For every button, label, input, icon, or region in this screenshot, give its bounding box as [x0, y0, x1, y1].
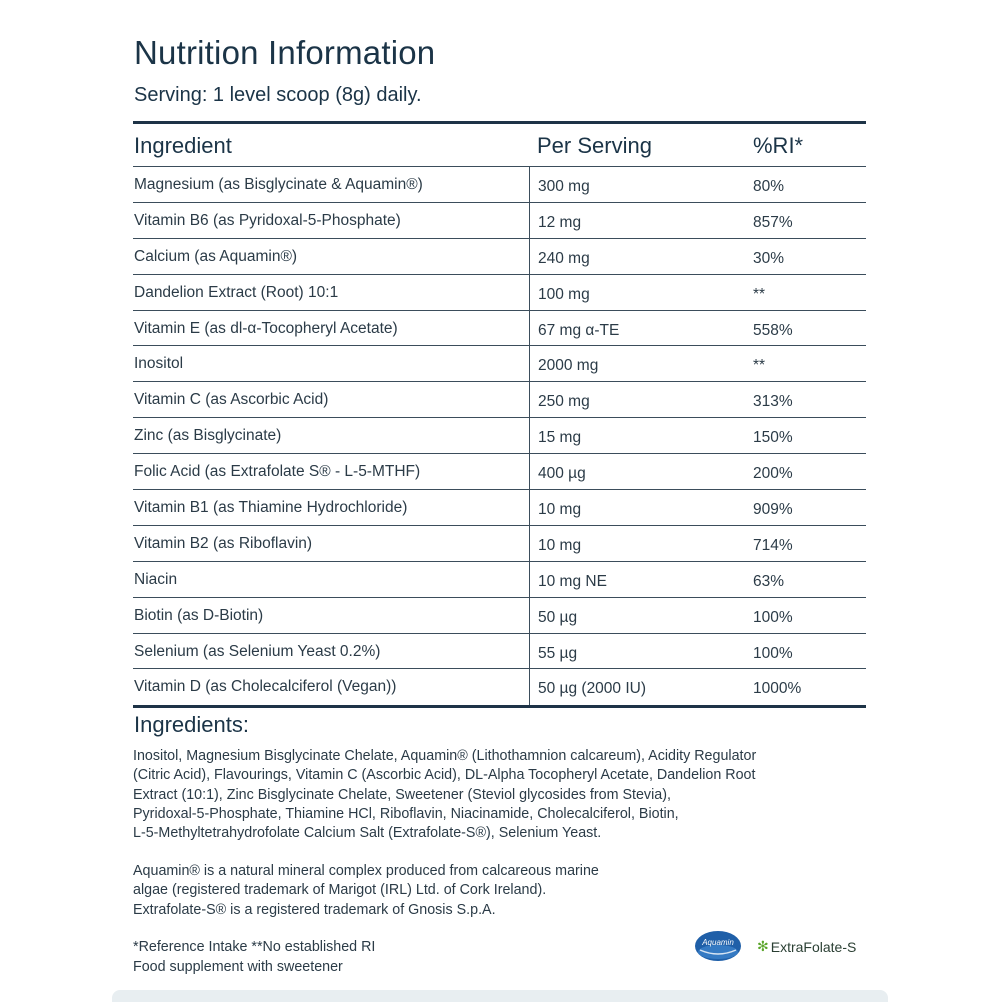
cell-per-serving: 50 µg (2000 IU) — [529, 669, 753, 705]
cell-per-serving: 100 mg — [529, 275, 753, 310]
table-row — [133, 382, 866, 418]
ingredients-line: Inositol, Magnesium Bisglycinate Chelate, Aquamin® (Lithothamnion calcareum), Acidity Regulator — [133, 748, 757, 764]
column-header-ingredient: Ingredient — [134, 133, 232, 158]
trademark-line: algae (registered trademark of Marigot (IRL) Ltd. of Cork Ireland). — [133, 882, 547, 899]
table-row — [133, 203, 866, 239]
ingredients-line: Pyridoxal-5-Phosphate, Thiamine HCl, Riboflavin, Niacinamide, Cholecalciferol, Biotin, — [133, 805, 679, 822]
ingredients-heading: Ingredients: — [134, 712, 249, 737]
cell-ingredient: Zinc (as Bisglycinate) — [134, 427, 282, 445]
cell-per-serving: 10 mg NE — [529, 562, 753, 597]
ingredients-line: L-5-Methyltetrahydrofolate Calcium Salt (Extrafolate-S®), Selenium Yeast. — [133, 825, 602, 842]
footnote-food-supplement: Food supplement with sweetener — [133, 958, 343, 975]
cell-per-serving: 400 µg — [529, 454, 753, 489]
cell-ri: 714% — [753, 536, 793, 554]
table-row — [133, 418, 866, 454]
cell-ingredient: Niacin — [134, 570, 178, 588]
cell-ingredient: Vitamin B2 (as Riboflavin) — [134, 534, 313, 552]
table-row — [133, 598, 866, 634]
table-row — [133, 239, 866, 275]
table-row — [133, 669, 866, 705]
table-row — [133, 346, 866, 382]
cell-ingredient: Inositol — [134, 355, 184, 373]
cell-ingredient: Dandelion Extract (Root) 10:1 — [134, 283, 339, 301]
cell-per-serving: 50 µg — [529, 598, 753, 633]
cell-ri: ** — [753, 357, 766, 375]
table-row — [133, 634, 866, 670]
cell-ri: 909% — [753, 501, 793, 519]
table-row — [133, 562, 866, 598]
cell-ingredient: Selenium (as Selenium Yeast 0.2%) — [134, 642, 381, 660]
cell-ingredient: Vitamin D (as Cholecalciferol (Vegan)) — [134, 678, 397, 696]
cell-per-serving: 2000 mg — [529, 346, 753, 381]
cell-ri: 63% — [753, 572, 785, 590]
cell-ri: 150% — [753, 429, 793, 447]
aquamin-logo-text: Aquamin — [702, 938, 734, 947]
table-body — [133, 167, 866, 705]
cell-ingredient: Magnesium (as Bisglycinate & Aquamin®) — [134, 176, 423, 193]
table-row — [133, 311, 866, 347]
cell-per-serving: 240 mg — [529, 239, 753, 274]
trademark-line: Aquamin® is a natural mineral complex produced from calcareous marine — [133, 863, 599, 879]
ingredients-line: Extract (10:1), Zinc Bisglycinate Chelate, Sweetener (Steviol glycosides from Stevia), — [133, 786, 671, 803]
cell-ingredient: Biotin (as D-Biotin) — [134, 606, 264, 624]
cell-ri: ** — [753, 285, 766, 303]
leaf-icon: ✻ — [757, 938, 769, 954]
extrafolate-logo — [757, 938, 856, 955]
serving-size: Serving: 1 level scoop (8g) daily. — [134, 84, 422, 106]
ingredients-list — [133, 747, 863, 843]
column-header-per-serving: Per Serving — [537, 133, 652, 158]
cell-ri: 100% — [753, 608, 793, 626]
cell-per-serving: 55 µg — [529, 634, 753, 669]
cell-ingredient: Calcium (as Aquamin®) — [134, 247, 298, 265]
table-row — [133, 526, 866, 562]
cell-ri: 1000% — [753, 680, 802, 698]
cell-ri: 857% — [753, 213, 793, 231]
footnotes — [133, 938, 633, 977]
cell-ingredient: Vitamin B1 (as Thiamine Hydrochloride) — [134, 499, 408, 517]
cell-ingredient: Vitamin C (as Ascorbic Acid) — [134, 391, 329, 409]
footnote-reference-intake: *Reference Intake **No established RI — [133, 939, 376, 955]
cell-ingredient: Vitamin B6 (as Pyridoxal-5-Phosphate) — [134, 211, 401, 229]
cell-ingredient: Folic Acid (as Extrafolate S® - L-5-MTHF) — [134, 463, 421, 481]
cell-ri: 200% — [753, 465, 793, 483]
nutrition-table — [133, 121, 866, 708]
aquamin-logo — [694, 930, 742, 962]
cell-ri: 313% — [753, 393, 793, 411]
cell-per-serving: 300 mg — [529, 167, 753, 202]
cell-per-serving: 15 mg — [529, 418, 753, 453]
table-row — [133, 454, 866, 490]
trademark-line: Extrafolate-S® is a registered trademark of Gnosis S.p.A. — [133, 901, 496, 918]
cell-ri: 558% — [753, 321, 793, 339]
extrafolate-logo-text: ExtraFolate-S — [770, 938, 857, 955]
table-row — [133, 167, 866, 203]
cell-per-serving: 12 mg — [529, 203, 753, 238]
trademark-notes — [133, 862, 733, 920]
card-bottom-edge — [112, 990, 888, 1002]
cell-ri: 30% — [753, 249, 785, 267]
table-row — [133, 490, 866, 526]
cell-per-serving: 10 mg — [529, 490, 753, 525]
cell-per-serving: 250 mg — [529, 382, 753, 417]
cell-ingredient: Vitamin E (as dl-α-Tocopheryl Acetate) — [134, 319, 398, 337]
cell-ri: 100% — [753, 644, 793, 662]
cell-per-serving: 10 mg — [529, 526, 753, 561]
cell-per-serving: 67 mg α-TE — [529, 311, 753, 346]
column-header-ri: %RI* — [753, 133, 804, 158]
page-title: Nutrition Information — [134, 34, 436, 71]
ingredients-line: (Citric Acid), Flavourings, Vitamin C (Ascorbic Acid), DL-Alpha Tocopheryl Acetate, Dandelion Root — [133, 767, 756, 784]
table-row — [133, 275, 866, 311]
cell-ri: 80% — [753, 178, 785, 195]
table-header-row — [133, 124, 866, 167]
